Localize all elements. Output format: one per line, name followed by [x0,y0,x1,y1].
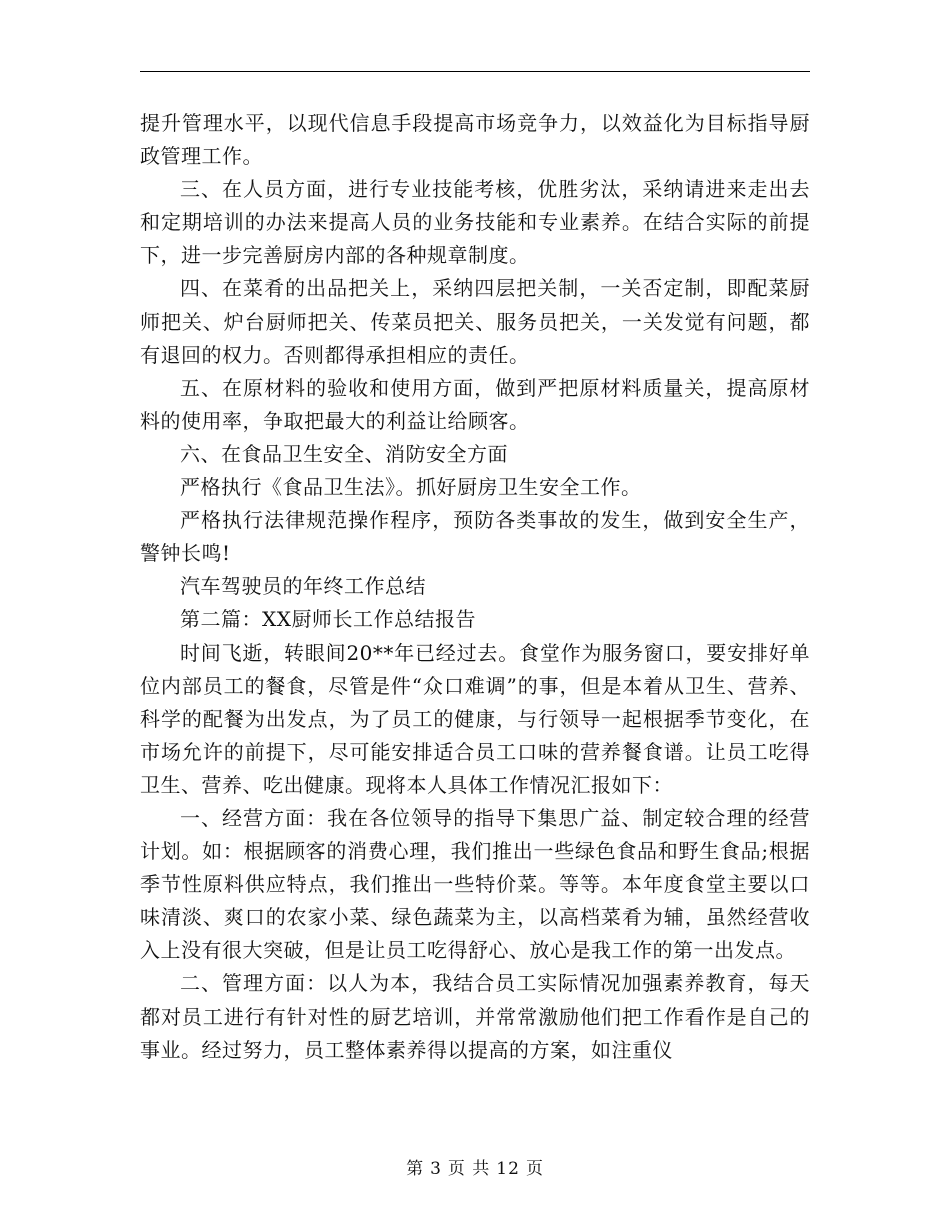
document-body [140,107,810,1067]
paragraph-8: 汽车驾驶员的年终工作总结 [180,574,426,599]
paragraph-2: 三、在人员方面，进行专业技能考核，优胜劣汰，采纳请进来走出去和定期培训的办法来提高人员的业务技能和专业素养。在结合实际的前提下，进一步完善厨房内部的各种规章制度。 [140,177,810,268]
footer-prefix: 第 [406,1159,425,1179]
current-page-number: 3 [430,1159,442,1179]
header-rule [140,71,810,72]
total-page-count: 12 [496,1159,520,1179]
page-footer [0,1154,950,1179]
footer-suffix: 页 [525,1159,544,1179]
paragraph-12: 二、管理方面：以人为本，我结合员工实际情况加强素养教育，每天都对员工进行有针对性的厨艺培训，并常常激励他们把工作看作是自己的事业。经过努力，员工整体素养得以提高的方案，如注重仪 [140,971,810,1062]
footer-middle: 页 共 [447,1159,491,1179]
section-heading: 第二篇：XX厨师长工作总结报告 [180,607,476,632]
paragraph-3: 四、在菜肴的出品把关上，采纳四层把关制，一关否定制，即配菜厨师把关、炉台厨师把关、传菜员把关、服务员把关，一关发觉有问题，都有退回的权力。否则都得承担相应的责任。 [140,276,810,367]
paragraph-6: 严格执行《食品卫生法》。抓好厨房卫生安全工作。 [180,475,642,500]
paragraph-7: 严格执行法律规范操作程序，预防各类事故的发生，做到安全生产，警钟长鸣! [140,508,810,566]
paragraph-11: 一、经营方面：我在各位领导的指导下集思广益、制定较合理的经营计划。如：根据顾客的消费心理，我们推出一些绿色食品和野生食品;根据季节性原料供应特点，我们推出一些特价菜。等等。本年度食堂主要以口味清淡、爽口的农家小菜、绿色蔬菜为主，以高档菜肴为辅，虽然经营收入上没有很大突破，但是让员工吃得舒心、放心是我工作的第一出发点。 [140,805,810,963]
paragraph-1: 提升管理水平，以现代信息手段提高市场竞争力，以效益化为目标指导厨政管理工作。 [140,111,810,169]
paragraph-5: 六、在食品卫生安全、消防安全方面 [180,441,508,466]
paragraph-10: 时间飞逝，转眼间20**年已经过去。食堂作为服务窗口，要安排好单位内部员工的餐食，尽管是件“众口难调”的事，但是本着从卫生、营养、科学的配餐为出发点，为了员工的健康，与行领导一起根据季节变化，在市场允许的前提下，尽可能安排适合员工口味的营养餐食谱。让员工吃得卫生、营养、吃出健康。现将本人具体工作情况汇报如下： [140,640,810,797]
paragraph-4: 五、在原材料的验收和使用方面，做到严把原材料质量关，提高原材料的使用率，争取把最大的利益让给顾客。 [140,375,810,433]
